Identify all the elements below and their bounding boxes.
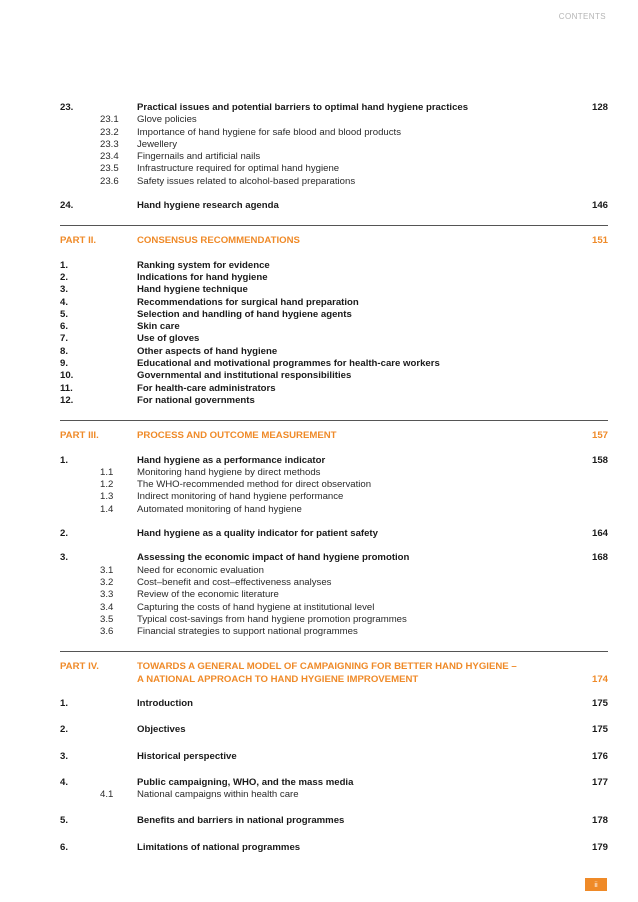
entry-title: Practical issues and potential barriers to optimal hand hygiene practices (137, 102, 469, 113)
part-label: PART III. (60, 430, 99, 442)
entry-page: 158 (591, 454, 608, 466)
part-title-line1: TOWARDS A GENERAL MODEL OF CAMPAIGNING FOR BETTER HAND HYGIENE – (137, 661, 517, 673)
entry-title: Benefits and barriers in national programmes (137, 815, 345, 827)
entry-title: Hand hygiene research agenda (137, 200, 279, 212)
toc-subentry[interactable] (60, 127, 608, 139)
entry-page: 178 (591, 815, 608, 827)
entry-page: 175 (591, 697, 608, 709)
subentry-title: The WHO-recommended method for direct observation (137, 479, 372, 491)
toc-subentry[interactable] (60, 565, 608, 577)
toc-subentry[interactable] (60, 589, 608, 601)
part-iv-heading[interactable] (60, 661, 608, 673)
toc-entry[interactable] (60, 358, 608, 370)
subentry-title: Jewellery (137, 138, 177, 150)
entry-number: 7. (60, 333, 69, 345)
entry-page: 177 (591, 776, 608, 788)
table-of-contents (60, 102, 608, 854)
entry-title: Assessing the economic impact of hand hygiene promotion (137, 552, 410, 564)
entry-number: 10. (60, 370, 74, 382)
entry-page: 175 (591, 724, 608, 736)
part-page: 157 (591, 430, 608, 442)
entry-number: 11. (60, 382, 73, 394)
part-page: 151 (591, 235, 608, 247)
toc-subentry[interactable] (60, 626, 608, 638)
subentry-number: 3.1 (100, 564, 114, 576)
entry-title: Objectives (137, 724, 186, 736)
subentry-number: 3.6 (100, 626, 114, 638)
toc-subentry[interactable] (60, 163, 608, 175)
entry-number: 1. (60, 454, 69, 466)
entry-number: 2. (60, 271, 69, 283)
entry-number: 6. (60, 321, 69, 333)
entry-number: 1. (60, 259, 69, 271)
entry-title: Ranking system for evidence (137, 259, 270, 271)
part-ii-heading[interactable] (60, 235, 608, 247)
toc-entry[interactable] (60, 370, 608, 382)
entry-number: 3. (60, 750, 69, 762)
entry-title: Limitations of national programmes (137, 841, 301, 853)
toc-entry[interactable] (60, 333, 608, 345)
entry-title: Hand hygiene as a quality indicator for patient safety (137, 528, 378, 540)
entry-number: 8. (60, 345, 69, 357)
entry-page: 146 (591, 200, 608, 212)
entry-title: Introduction (137, 697, 193, 709)
entry-title: Historical perspective (137, 750, 237, 762)
toc-entry[interactable] (60, 815, 608, 827)
entry-page: 128 (591, 102, 608, 113)
toc-subentry[interactable] (60, 504, 608, 516)
entry-page: 164 (591, 528, 608, 540)
entry-page: 168 (591, 552, 608, 564)
toc-subentry[interactable] (60, 602, 608, 614)
toc-entry[interactable] (60, 321, 608, 333)
entry-number: 9. (60, 358, 69, 370)
entry-title: Hand hygiene technique (137, 284, 248, 296)
part-iv-heading-line2[interactable] (60, 674, 608, 686)
part-title: CONSENSUS RECOMMENDATIONS (137, 235, 300, 247)
entry-number: 6. (60, 841, 69, 853)
subentry-number: 3.3 (100, 589, 114, 601)
toc-entry[interactable] (60, 346, 608, 358)
entry-title: For health-care administrators (137, 382, 276, 394)
toc-entry[interactable] (60, 724, 608, 736)
toc-subentry[interactable] (60, 577, 608, 589)
section-divider (60, 651, 608, 652)
entry-title: Recommendations for surgical hand preparation (137, 296, 359, 308)
page-number-badge: ii (585, 878, 607, 891)
entry-title: Hand hygiene as a performance indicator (137, 454, 326, 466)
subentry-title: Safety issues related to alcohol-based preparations (137, 175, 356, 187)
toc-entry[interactable] (60, 552, 608, 564)
subentry-number: 3.5 (100, 613, 114, 625)
toc-entry[interactable] (60, 297, 608, 309)
toc-subentry[interactable] (60, 114, 608, 126)
subentry-title: Infrastructure required for optimal hand hygiene (137, 163, 340, 175)
entry-number: 23. (60, 102, 74, 113)
toc-subentry[interactable] (60, 176, 608, 188)
subentry-title: Review of the economic literature (137, 589, 279, 601)
entry-number: 2. (60, 528, 69, 540)
entry-page: 179 (591, 841, 608, 853)
entry-title: For national governments (137, 394, 255, 406)
toc-subentry[interactable] (60, 139, 608, 151)
part-iii-heading[interactable] (60, 430, 608, 442)
subentry-title: Capturing the costs of hand hygiene at institutional level (137, 601, 375, 613)
subentry-number: 23.3 (100, 138, 119, 150)
subentry-number: 1.3 (100, 491, 114, 503)
toc-subentry[interactable] (60, 491, 608, 503)
toc-entry[interactable] (60, 272, 608, 284)
subentry-title: Importance of hand hygiene for safe blood and blood products (137, 126, 402, 138)
toc-entry[interactable] (60, 395, 608, 407)
entry-title: Educational and motivational programmes for health-care workers (137, 358, 440, 370)
toc-subentry[interactable] (60, 614, 608, 626)
subentry-number: 23.1 (100, 114, 119, 126)
subentry-title: Typical cost-savings from hand hygiene promotion programmes (137, 613, 407, 625)
subentry-number: 23.6 (100, 175, 119, 187)
entry-number: 1. (60, 697, 69, 709)
entry-number: 4. (60, 296, 69, 308)
toc-entry[interactable] (60, 383, 608, 395)
part-label: PART II. (60, 235, 97, 247)
subentry-number: 23.2 (100, 126, 119, 138)
section-divider (60, 225, 608, 226)
entry-number: 2. (60, 724, 69, 736)
toc-entry-24[interactable] (60, 200, 608, 212)
toc-entry-23[interactable] (60, 102, 608, 114)
subentry-number: 23.5 (100, 163, 119, 175)
part-page: 174 (591, 673, 608, 685)
part-label: PART IV. (60, 661, 99, 673)
entry-title: Governmental and institutional responsibilities (137, 370, 352, 382)
subentry-number: 23.4 (100, 151, 119, 163)
entry-title: Indications for hand hygiene (137, 271, 268, 283)
entry-title: Skin care (137, 321, 180, 333)
subentry-title: National campaigns within health care (137, 789, 299, 801)
toc-entry[interactable] (60, 309, 608, 321)
entry-title: Use of gloves (137, 333, 200, 345)
entry-number: 12. (60, 394, 74, 406)
entry-title: Public campaigning, WHO, and the mass media (137, 776, 354, 788)
toc-entry[interactable] (60, 284, 608, 296)
subentry-title: Indirect monitoring of hand hygiene performance (137, 491, 344, 503)
subentry-number: 1.2 (100, 479, 114, 491)
toc-entry[interactable] (60, 777, 608, 789)
subentry-number: 4.1 (100, 789, 114, 801)
part-title: PROCESS AND OUTCOME MEASUREMENT (137, 430, 337, 442)
toc-entry[interactable] (60, 751, 608, 763)
subentry-number: 1.4 (100, 503, 114, 515)
toc-subentry[interactable] (60, 789, 608, 801)
toc-entry[interactable] (60, 455, 608, 467)
entry-number: 5. (60, 308, 69, 320)
entry-number: 4. (60, 776, 69, 788)
entry-number: 24. (60, 200, 74, 212)
toc-entry[interactable] (60, 698, 608, 710)
subentry-number: 1.1 (100, 466, 114, 478)
toc-subentry[interactable] (60, 467, 608, 479)
toc-entry[interactable] (60, 260, 608, 272)
toc-entry[interactable] (60, 842, 608, 854)
subentry-title: Financial strategies to support national programmes (137, 626, 358, 638)
part-title-line2: A NATIONAL APPROACH TO HAND HYGIENE IMPROVEMENT (137, 673, 419, 685)
toc-subentry[interactable] (60, 151, 608, 163)
entry-page: 176 (591, 750, 608, 762)
subentry-number: 3.2 (100, 576, 114, 588)
entry-number: 3. (60, 552, 69, 564)
entry-title: Selection and handling of hand hygiene agents (137, 308, 352, 320)
entry-number: 3. (60, 284, 69, 296)
subentry-title: Fingernails and artificial nails (137, 151, 261, 163)
header-contents-label: CONTENTS (558, 12, 606, 21)
subentry-title: Monitoring hand hygiene by direct methods (137, 466, 321, 478)
toc-entry[interactable] (60, 528, 608, 540)
entry-title: Other aspects of hand hygiene (137, 345, 278, 357)
section-divider (60, 420, 608, 421)
subentry-title: Need for economic evaluation (137, 564, 264, 576)
subentry-title: Cost–benefit and cost–effectiveness analyses (137, 576, 332, 588)
subentry-title: Automated monitoring of hand hygiene (137, 503, 302, 515)
toc-subentry[interactable] (60, 479, 608, 491)
entry-number: 5. (60, 815, 69, 827)
subentry-number: 3.4 (100, 601, 114, 613)
subentry-title: Glove policies (137, 114, 197, 126)
